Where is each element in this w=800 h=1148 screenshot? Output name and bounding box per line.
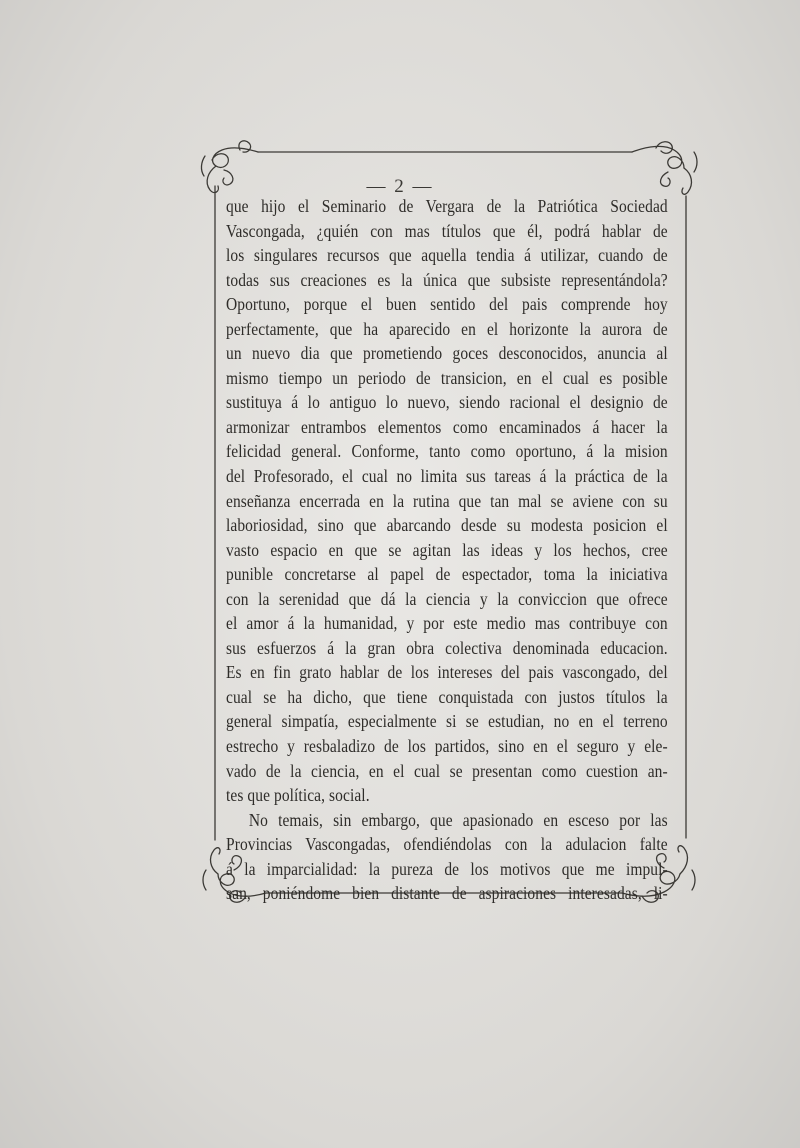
text-line: sus esfuerzos á la gran obra colectiva denominada educacion.	[226, 637, 668, 658]
text-line: á la imparcialidad: la pureza de los motivos que me impul-	[226, 858, 668, 879]
body-text	[226, 194, 668, 906]
text-line: vasto espacio en que se agitan las ideas y los hechos, cree	[226, 539, 668, 560]
text-line: estrecho y resbaladizo de los partidos, sino en el seguro y ele-	[226, 736, 668, 757]
text-line: cual se ha dicho, que tiene conquistada con justos títulos la	[226, 686, 668, 707]
text-line: armonizar entrambos elementos como encaminados á hacer la	[226, 416, 668, 437]
text-line: felicidad general. Conforme, tanto como oportuno, á la mision	[226, 441, 668, 462]
text-line: vado de la ciencia, en el cual se presentan como cuestion an-	[226, 760, 668, 781]
text-line: Provincias Vascongadas, ofendiéndolas con la adulacion falte	[226, 834, 668, 855]
text-line: Vascongada, ¿quién con mas títulos que él, podrá hablar de	[226, 220, 668, 241]
text-line: los singulares recursos que aquella tendia á utilizar, cuando de	[226, 245, 668, 266]
text-line: sustituya á lo antiguo lo nuevo, siendo racional el designio de	[226, 392, 668, 413]
text-line: mismo tiempo un periodo de transicion, en el cual es posible	[226, 367, 668, 388]
text-line: un nuevo dia que prometiendo goces desconocidos, anuncia al	[226, 343, 668, 364]
text-line: Es en fin grato hablar de los intereses del pais vascongado, del	[226, 662, 668, 683]
text-line: san, poniéndome bien distante de aspiraciones interesadas, li-	[226, 883, 668, 904]
text-line: que hijo el Seminario de Vergara de la Patriótica Sociedad	[226, 196, 668, 216]
text-line: del Profesorado, el cual no limita sus tareas á la práctica de la	[226, 466, 668, 487]
text-line: todas sus creaciones es la única que subsiste representándola?	[226, 269, 668, 290]
text-line: el amor á la humanidad, y por este medio mas contribuye con	[226, 613, 668, 634]
text-line: con la serenidad que dá la ciencia y la conviccion que ofrece	[226, 588, 668, 609]
text-line: general simpatía, especialmente si se estudian, no en el terreno	[226, 711, 668, 732]
text-line: tes que política, social.	[226, 785, 370, 806]
text-line: enseñanza encerrada en la rutina que tan mal se aviene con su	[226, 490, 668, 511]
text-line: No temais, sin embargo, que apasionado en esceso por las	[248, 809, 668, 830]
text-line: Oportuno, porque el buen sentido del pais comprende hoy	[226, 294, 668, 315]
page-number: — 2 —	[366, 176, 434, 197]
text-line: laboriosidad, sino que abarcando desde su modesta posicion el	[226, 515, 668, 536]
text-line: punible concretarse al papel de espectador, toma la iniciativa	[226, 564, 668, 585]
text-line: perfectamente, que ha aparecido en el horizonte la aurora de	[226, 318, 668, 339]
